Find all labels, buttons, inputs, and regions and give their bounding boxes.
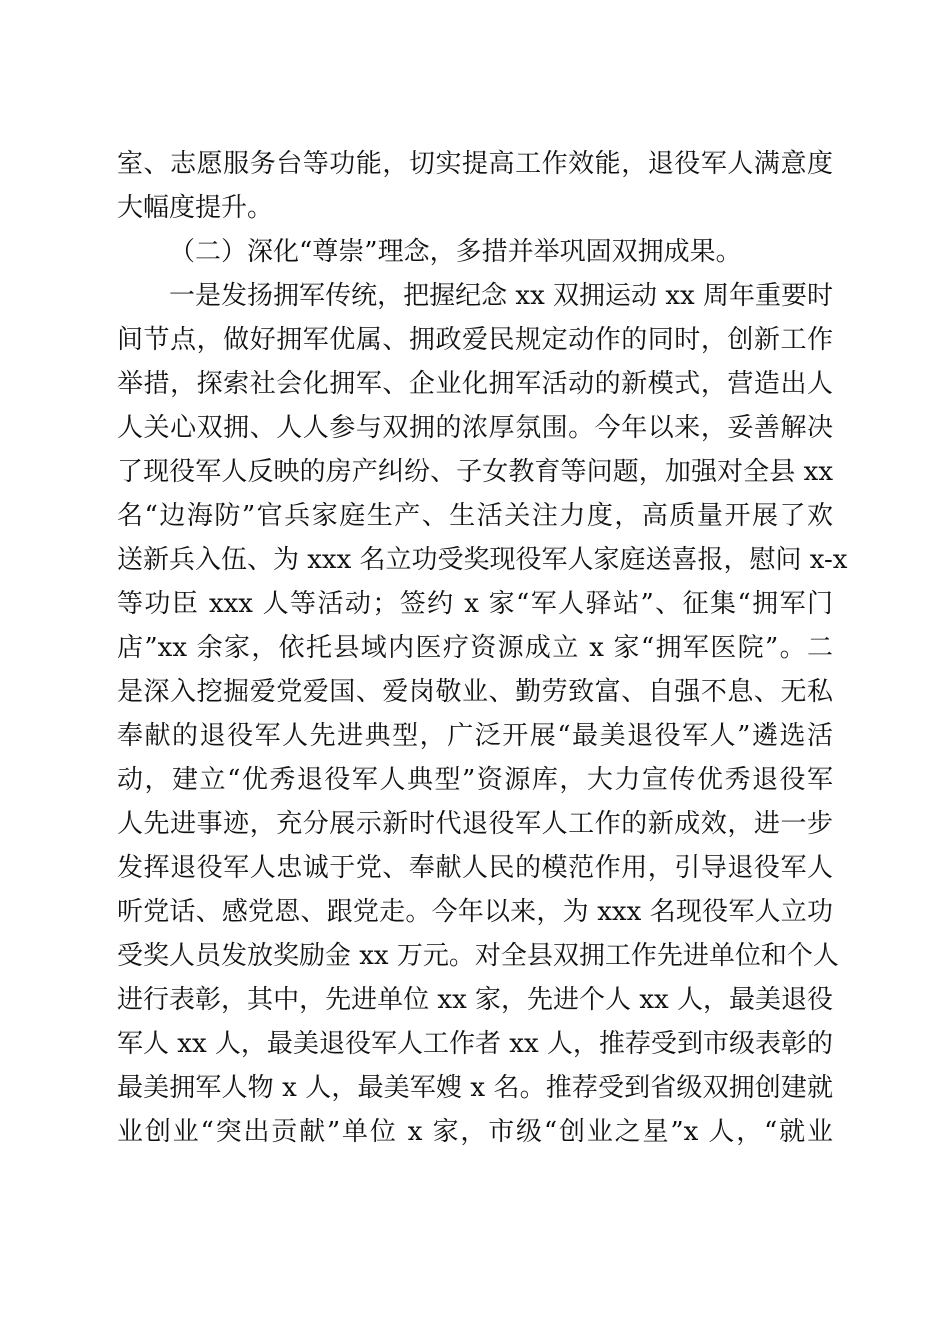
text-line: 动，建立“优秀退役军人典型”资源库，大力宣传优秀退役军 bbox=[117, 765, 833, 795]
text-line: 一是发扬拥军传统，把握纪念 xx 双拥运动 xx 周年重要时 bbox=[169, 281, 833, 311]
text-line: 间节点，做好拥军优属、拥政爱民规定动作的同时，创新工作 bbox=[117, 325, 833, 355]
text-line: 人先进事迹，充分展示新时代退役军人工作的新成效，进一步 bbox=[117, 809, 833, 839]
text-line: 大幅度提升。 bbox=[117, 193, 274, 223]
text-line: 人关心双拥、人人参与双拥的浓厚氛围。今年以来，妥善解决 bbox=[117, 413, 833, 443]
text-line: 听党话、感党恩、跟党走。今年以来，为 xxx 名现役军人立功 bbox=[117, 897, 833, 927]
text-line: 室、志愿服务台等功能，切实提高工作效能，退役军人满意度 bbox=[117, 149, 833, 179]
text-line: 店”xx 余家，依托县域内医疗资源成立 x 家“拥军医院”。二 bbox=[117, 633, 833, 663]
text-line: 发挥退役军人忠诚于党、奉献人民的模范作用，引导退役军人 bbox=[117, 853, 833, 883]
text-line: 名“边海防”官兵家庭生产、生活关注力度，高质量开展了欢 bbox=[117, 501, 833, 531]
text-line: 军人 xx 人，最美退役军人工作者 xx 人，推荐受到市级表彰的 bbox=[117, 1029, 833, 1059]
text-line: 等功臣 xxx 人等活动；签约 x 家“军人驿站”、征集“拥军门 bbox=[117, 589, 833, 619]
text-line: 进行表彰，其中，先进单位 xx 家，先进个人 xx 人，最美退役 bbox=[117, 985, 833, 1015]
section-heading: （二）深化“尊崇”理念，多措并举巩固双拥成果。 bbox=[169, 237, 742, 267]
text-line: 送新兵入伍、为 xxx 名立功受奖现役军人家庭送喜报，慰问 x-x bbox=[117, 545, 848, 575]
text-line: 奉献的退役军人先进典型，广泛开展“最美退役军人”遴选活 bbox=[117, 721, 833, 751]
text-line: 业创业“突出贡献”单位 x 家，市级“创业之星”x 人，“就业 bbox=[117, 1117, 833, 1147]
text-line: 举措，探索社会化拥军、企业化拥军活动的新模式，营造出人 bbox=[117, 369, 833, 399]
text-line: 是深入挖掘爱党爱国、爱岗敬业、勤劳致富、自强不息、无私 bbox=[117, 677, 833, 707]
text-line: 了现役军人反映的房产纠纷、子女教育等问题，加强对全县 xx bbox=[117, 457, 833, 487]
text-line: 最美拥军人物 x 人，最美军嫂 x 名。推荐受到省级双拥创建就 bbox=[117, 1073, 833, 1103]
text-line: 受奖人员发放奖励金 xx 万元。对全县双拥工作先进单位和个人 bbox=[117, 941, 839, 971]
